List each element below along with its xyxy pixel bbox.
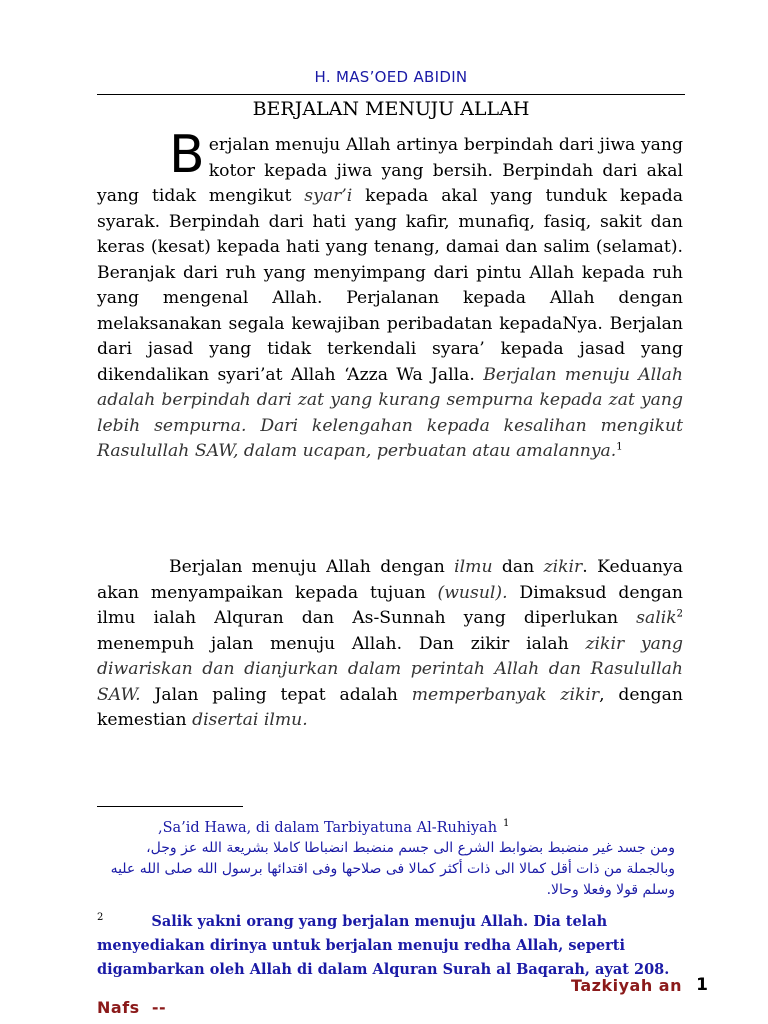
running-footer-title: Tazkiyah an xyxy=(571,976,682,995)
para2-text-2: dan xyxy=(492,557,544,577)
footnote-2-number: 2 xyxy=(97,912,104,923)
para2-italic-memperbanyak: memperbanyak zikir xyxy=(411,684,600,705)
para2-italic-wusul: (wusul). xyxy=(437,582,508,603)
para2-italic-zikir: zikir xyxy=(543,557,583,577)
para1-text-1: erjalan menuju Allah artinya berpindah dari jiwa yang kotor kepada jiwa yang bersih. Berpindah dari akal yang tidak mengikut xyxy=(97,135,683,206)
paragraph-1 xyxy=(97,125,683,465)
page-number: 1 xyxy=(696,975,708,995)
para2-italic-ilmu: ilmu xyxy=(454,557,493,577)
header-rule xyxy=(97,94,685,95)
footnote-2 xyxy=(97,906,677,982)
para2-text-4: Dimaksud dengan ilmu ialah Alquran dan As-Sunnah yang diperlukan xyxy=(97,582,683,628)
drop-cap: B xyxy=(169,125,205,185)
para2-text-5: menempuh jalan menuju Allah. Dan zikir ialah xyxy=(97,633,586,654)
footnote-1-number: 1 xyxy=(503,818,510,829)
page-title: BERJALAN MENUJU ALLAH xyxy=(252,98,530,120)
running-footer-title-continued: Nafs -- xyxy=(97,998,167,1017)
footnote-1-arabic: ومن جسد غير منضبط بضوابط الشرع الى جسم منضبط انضباطا كاملا بشريعة الله عز وجل، وبالجملة من ذات أقل كمالا الى ذات أكثر كمالا فى صلاحها وفى اقتدائها برسول الله صلى الله عليه وسلم قولا وفعلا وحالا. xyxy=(110,840,675,898)
para1-italic-1: syar’i xyxy=(304,186,353,206)
para2-text-3: . Keduanya akan menyampaikan kepada tujuan xyxy=(97,557,683,603)
footnote-1-citation xyxy=(158,818,509,836)
para2-italic-zikir-diwariskan: zikir yang diwariskan dan dianjurkan dalam perintah Allah dan Rasulullah SAW. xyxy=(97,633,683,705)
footnote-2-text: Salik yakni orang yang berjalan menuju Allah. Dia telah menyediakan dirinya untuk berjalan menuju redha Allah, seperti digambarkan oleh Allah di dalam Alquran Surah al Baqarah, ayat 208. xyxy=(97,912,670,978)
footnote-1-citation-text: ,Sa’id Hawa, di dalam Tarbiyatuna Al-Ruhiyah xyxy=(158,819,498,836)
para1-text-2: kepada akal yang tunduk kepada syarak. Berpindah dari hati yang kafir, munafiq, fasiq, sakit dan keras (kesat) kepada hati yang tenang, damai dan salim (selamat). Beranjak dari ruh yang menyimpang dari pintu Allah kepada ruh yang mengenal Allah. Perjalanan kepada Allah dengan melaksanakan segala kewajiban peribadatan kepadaNya. Berjalan dari jasad yang tidak terkendali syara’ kepada jasad yang dikendalikan syari’at Allah ‘Azza Wa Jalla. xyxy=(97,186,683,385)
paragraph-2 xyxy=(97,555,683,734)
para2-text-6: Jalan paling tepat adalah xyxy=(140,684,412,705)
para2-text-1: Berjalan menuju Allah dengan xyxy=(169,557,455,577)
footnote-ref-1[interactable]: 1 xyxy=(616,441,623,453)
para1-italic-2: Berjalan menuju Allah adalah berpindah dari zat yang kurang sempurna kepada zat yang lebih sempurna. Dari kelengahan kepada kesalihan mengikut Rasulullah SAW, dalam ucapan, perbuatan atau amalannya. xyxy=(97,364,683,461)
footnote-ref-2[interactable]: 2 xyxy=(676,608,683,620)
para2-italic-salik: salik xyxy=(636,608,677,628)
footnote-separator xyxy=(97,806,243,807)
para2-text-7: , dengan kemestian xyxy=(97,684,683,730)
para2-italic-disertai: disertai ilmu. xyxy=(192,710,308,730)
header-author: H. MAS’OED ABIDIN xyxy=(314,68,468,86)
